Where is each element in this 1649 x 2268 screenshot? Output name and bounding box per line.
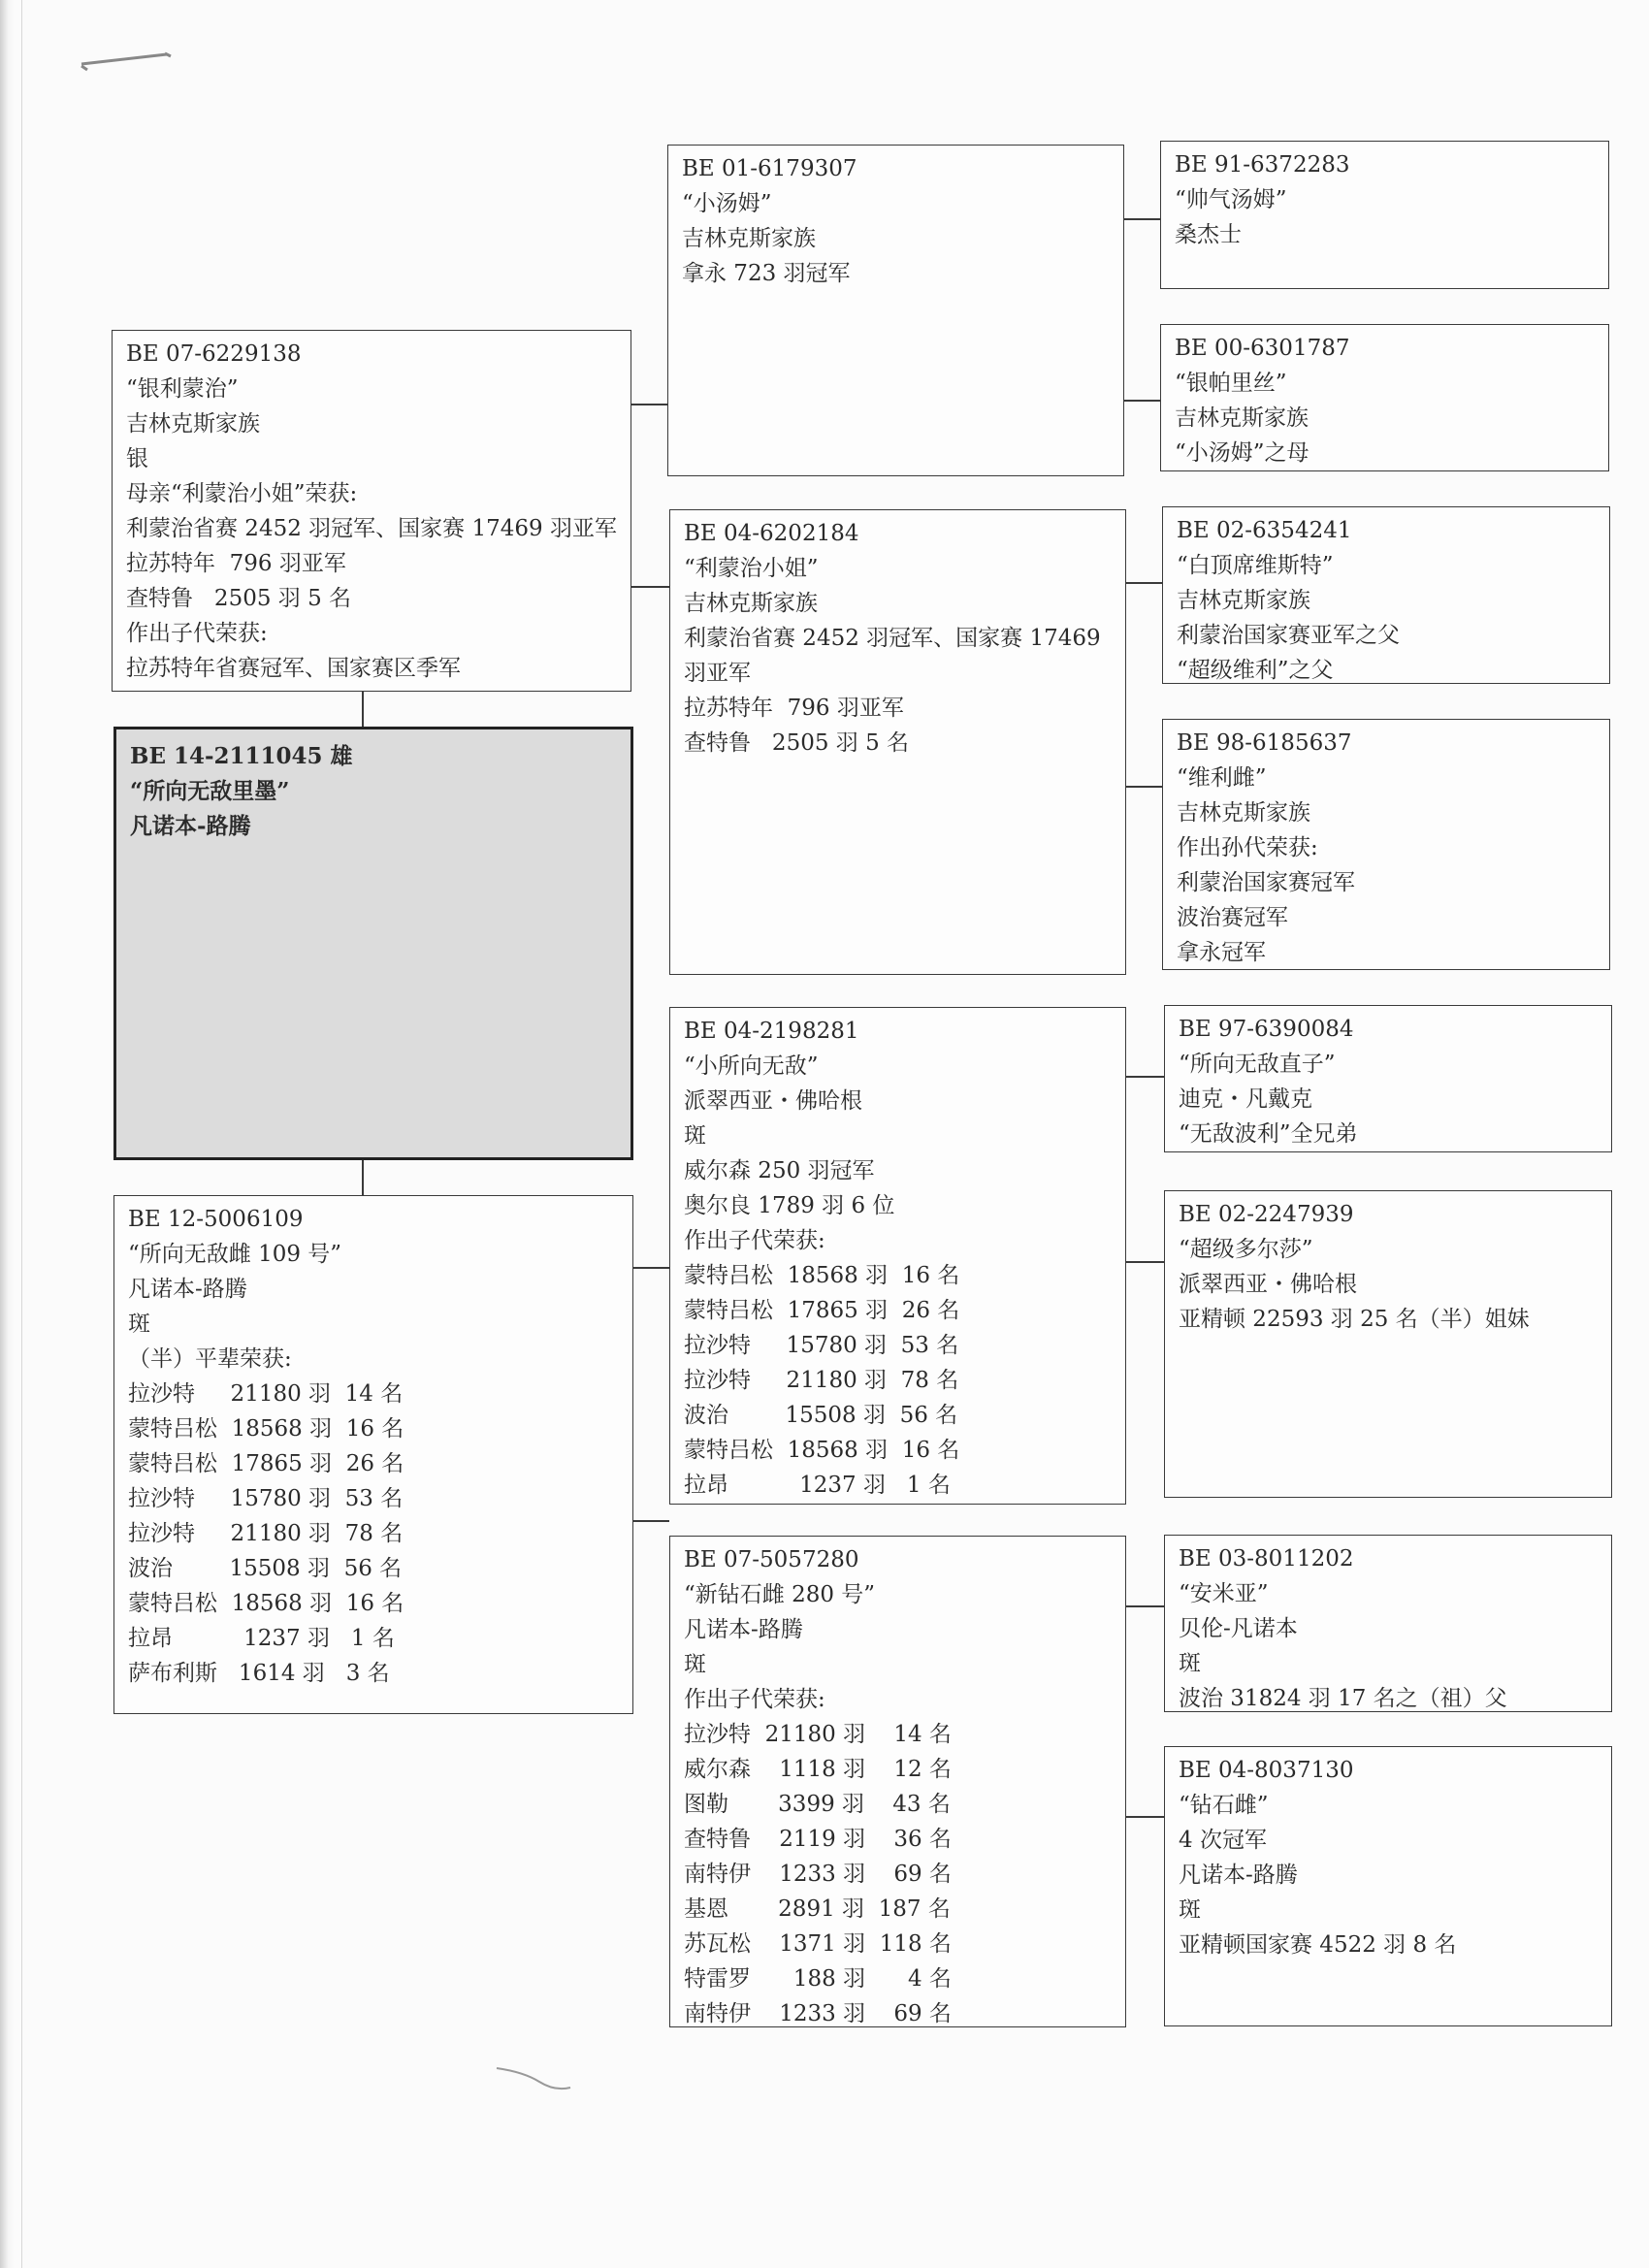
connector-dam-to-dam-dam: [633, 1520, 669, 1522]
card-text-line: 南特伊 1233 羽 69 名: [684, 2001, 952, 2026]
subject-card: [113, 727, 633, 1160]
card-text-line: BE 97-6390084: [1179, 1017, 1354, 1042]
card-text-line: 萨布利斯 1614 羽 3 名: [128, 1661, 390, 1686]
card-text-line: 亚精顿 22593 羽 25 名（半）姐妹: [1179, 1307, 1530, 1332]
card-text-line: “所向无敌雌 109 号”: [128, 1242, 342, 1267]
card-text-line: 斑: [128, 1312, 150, 1337]
card-text-line: 拉苏特年 796 羽亚军: [126, 551, 346, 576]
card-text-line: 蒙特吕松 18568 羽 16 名: [684, 1263, 960, 1288]
card-text-line: BE 07-6229138: [126, 341, 302, 367]
card-text-line: 凡诺本-路腾: [1179, 1863, 1298, 1888]
card-text-line: 作出孙代荣获:: [1177, 835, 1318, 860]
connector-to-ggp4: [1126, 786, 1162, 788]
sire-dam-card: [669, 509, 1126, 975]
card-text-line: 作出子代荣获:: [684, 1687, 825, 1712]
card-text-line: 南特伊 1233 羽 69 名: [684, 1862, 952, 1887]
connector-sire-to-sire-dam: [631, 586, 669, 588]
card-text-line: 贝伦-凡诺本: [1179, 1616, 1298, 1641]
connector-to-ggp2: [1124, 400, 1160, 402]
card-text-line: “利蒙治小姐”: [684, 556, 819, 581]
card-text-line: 波治 31824 羽 17 名之（祖）父: [1179, 1686, 1507, 1711]
connector-sire-subject: [362, 692, 364, 727]
card-text-line: BE 02-6354241: [1177, 518, 1352, 543]
connector-subject-dam: [362, 1160, 364, 1195]
card-text-line: “超级多尔莎”: [1179, 1237, 1313, 1262]
great-grandparent-card-4: [1162, 719, 1610, 970]
card-text-line: 威尔森 1118 羽 12 名: [684, 1757, 952, 1782]
card-text-line: “银利蒙治”: [126, 376, 239, 402]
card-text-line: 凡诺本-路腾: [130, 813, 251, 839]
page-edge-shadow: [0, 0, 14, 2268]
connector-to-ggp3: [1126, 582, 1162, 584]
dam-card: [113, 1195, 633, 1714]
card-text-line: “帅气汤姆”: [1175, 187, 1287, 212]
card-text-line: 派翠西亚・佛哈根: [684, 1088, 862, 1114]
card-text-line: 母亲“利蒙治小姐”荣获:: [126, 481, 358, 506]
card-text-line: 拉苏特年 796 羽亚军: [684, 696, 904, 721]
card-text-line: 吉林克斯家族: [1177, 588, 1310, 613]
card-text-line: 吉林克斯家族: [1177, 800, 1310, 826]
card-text-line: BE 02-2247939: [1179, 1202, 1354, 1227]
card-text-line: “钻石雌”: [1179, 1793, 1269, 1818]
card-text-line: （半）平辈荣获:: [128, 1346, 292, 1372]
sire-sire-card: [667, 145, 1124, 476]
card-text-line: BE 12-5006109: [128, 1207, 304, 1232]
card-text-line: 特雷罗 188 羽 4 名: [684, 1966, 952, 1992]
card-text-line: 波治赛冠军: [1177, 905, 1288, 930]
great-grandparent-card-2: [1160, 324, 1609, 471]
card-text-line: “所向无敌里墨”: [130, 778, 290, 804]
card-text-line: 威尔森 250 羽冠军: [684, 1158, 875, 1183]
great-grandparent-card-1: [1160, 141, 1609, 289]
card-text-line: “新钻石雌 280 号”: [684, 1582, 876, 1607]
card-text-line: 查特鲁 2119 羽 36 名: [684, 1827, 952, 1852]
card-text-line: “小汤姆”: [682, 191, 772, 216]
great-grandparent-card-6: [1164, 1190, 1612, 1498]
card-text-line: 波治 15508 羽 56 名: [684, 1403, 958, 1428]
connector-to-ggp1: [1124, 218, 1160, 220]
card-text-line: 拉昂 1237 羽 1 名: [684, 1473, 951, 1498]
card-text-line: 4 次冠军: [1179, 1828, 1267, 1853]
card-text-line: BE 07-5057280: [684, 1547, 859, 1572]
card-text-line: 奥尔良 1789 羽 6 位: [684, 1193, 895, 1218]
card-text-line: “维利雌”: [1177, 765, 1267, 791]
card-text-line: BE 98-6185637: [1177, 730, 1352, 756]
card-text-line: “小汤姆”之母: [1175, 440, 1310, 466]
card-text-line: 拿永 723 羽冠军: [682, 261, 851, 286]
card-text-line: 基恩 2891 羽 187 名: [684, 1896, 951, 1922]
card-text-line: 作出子代荣获:: [126, 621, 268, 646]
card-text-line: 吉林克斯家族: [684, 591, 818, 616]
card-text-line: 利蒙治省赛 2452 羽冠军、国家赛 17469: [684, 626, 1101, 651]
card-text-line: 斑: [684, 1652, 706, 1677]
card-text-line: 拉沙特 21180 羽 14 名: [684, 1722, 952, 1747]
card-text-line: 吉林克斯家族: [682, 226, 816, 251]
connector-dam-to-dam-sire: [633, 1267, 669, 1269]
card-text-line: 波治 15508 羽 56 名: [128, 1556, 403, 1581]
card-text-line: 亚精顿国家赛 4522 羽 8 名: [1179, 1932, 1457, 1958]
card-text-line: “银帕里丝”: [1175, 371, 1287, 396]
card-text-line: 蒙特吕松 17865 羽 26 名: [128, 1451, 404, 1476]
dam-dam-card: [669, 1536, 1126, 2027]
card-text-line: 拉昂 1237 羽 1 名: [128, 1626, 395, 1651]
card-text-line: 蒙特吕松 18568 羽 16 名: [684, 1438, 960, 1463]
card-text-line: 拉苏特年省赛冠军、国家赛区季军: [126, 656, 461, 681]
card-text-line: 斑: [1179, 1651, 1201, 1676]
card-text-line: 苏瓦松 1371 羽 118 名: [684, 1931, 952, 1957]
card-text-line: BE 14-2111045 雄: [130, 743, 353, 769]
page-edge-line: [21, 0, 22, 2268]
card-text-line: 作出子代荣获:: [684, 1228, 825, 1253]
card-text-line: 蒙特吕松 18568 羽 16 名: [128, 1591, 404, 1616]
card-text-line: “安米亚”: [1179, 1581, 1269, 1606]
card-text-line: “无敌波利”全兄弟: [1179, 1121, 1358, 1147]
great-grandparent-card-8: [1164, 1746, 1612, 2026]
card-text-line: 拉沙特 21180 羽 78 名: [684, 1368, 959, 1393]
sire-card: [112, 330, 631, 692]
card-text-line: “所向无敌直子”: [1179, 1052, 1336, 1077]
card-text-line: 图勒 3399 羽 43 名: [684, 1792, 951, 1817]
card-text-line: BE 00-6301787: [1175, 336, 1350, 361]
connector-to-ggp7: [1126, 1605, 1164, 1607]
card-text-line: 利蒙治国家赛亚军之父: [1177, 623, 1400, 648]
card-text-line: BE 04-6202184: [684, 521, 859, 546]
card-text-line: “白顶席维斯特”: [1177, 553, 1334, 578]
card-text-line: 蒙特吕松 18568 羽 16 名: [128, 1416, 404, 1442]
card-text-line: 羽亚军: [684, 661, 751, 686]
card-text-line: 凡诺本-路腾: [684, 1617, 803, 1642]
card-text-line: 拉沙特 21180 羽 14 名: [128, 1381, 404, 1407]
connector-to-ggp5: [1126, 1076, 1164, 1078]
card-text-line: 斑: [1179, 1897, 1201, 1923]
card-text-line: 查特鲁 2505 羽 5 名: [684, 730, 910, 756]
card-text-line: BE 01-6179307: [682, 156, 857, 181]
great-grandparent-card-5: [1164, 1005, 1612, 1152]
card-text-line: 迪克・凡戴克: [1179, 1086, 1312, 1112]
staple-mark: [80, 50, 173, 72]
card-text-line: 吉林克斯家族: [1175, 405, 1309, 431]
card-text-line: BE 03-8011202: [1179, 1546, 1354, 1571]
connector-sire-to-sire-sire: [631, 404, 667, 405]
card-text-line: 拉沙特 15780 羽 53 名: [684, 1333, 959, 1358]
card-text-line: “小所向无敌”: [684, 1053, 819, 1079]
card-text-line: 吉林克斯家族: [126, 411, 260, 437]
great-grandparent-card-3: [1162, 506, 1610, 684]
card-text-line: 桑杰士: [1175, 222, 1242, 247]
great-grandparent-card-7: [1164, 1535, 1612, 1712]
card-text-line: 拿永冠军: [1177, 940, 1266, 965]
card-text-line: 斑: [684, 1123, 706, 1149]
connector-to-ggp8: [1126, 1816, 1164, 1818]
card-text-line: 拉沙特 15780 羽 53 名: [128, 1486, 404, 1511]
card-text-line: 蒙特吕松 17865 羽 26 名: [684, 1298, 960, 1323]
card-text-line: 银: [126, 446, 148, 471]
card-text-line: BE 04-8037130: [1179, 1758, 1354, 1783]
card-text-line: “超级维利”之父: [1177, 658, 1334, 683]
card-text-line: 派翠西亚・佛哈根: [1179, 1272, 1357, 1297]
card-text-line: 利蒙治国家赛冠军: [1177, 870, 1355, 895]
card-text-line: 拉沙特 21180 羽 78 名: [128, 1521, 404, 1546]
card-text-line: 利蒙治省赛 2452 羽冠军、国家赛 17469 羽亚军: [126, 516, 617, 541]
card-text-line: BE 91-6372283: [1175, 152, 1350, 178]
dam-sire-card: [669, 1007, 1126, 1505]
card-text-line: 查特鲁 2505 羽 5 名: [126, 586, 352, 611]
scratch-mark: [495, 2064, 572, 2093]
connector-to-ggp6: [1126, 1261, 1164, 1263]
card-text-line: BE 04-2198281: [684, 1019, 859, 1044]
card-text-line: 凡诺本-路腾: [128, 1277, 247, 1302]
